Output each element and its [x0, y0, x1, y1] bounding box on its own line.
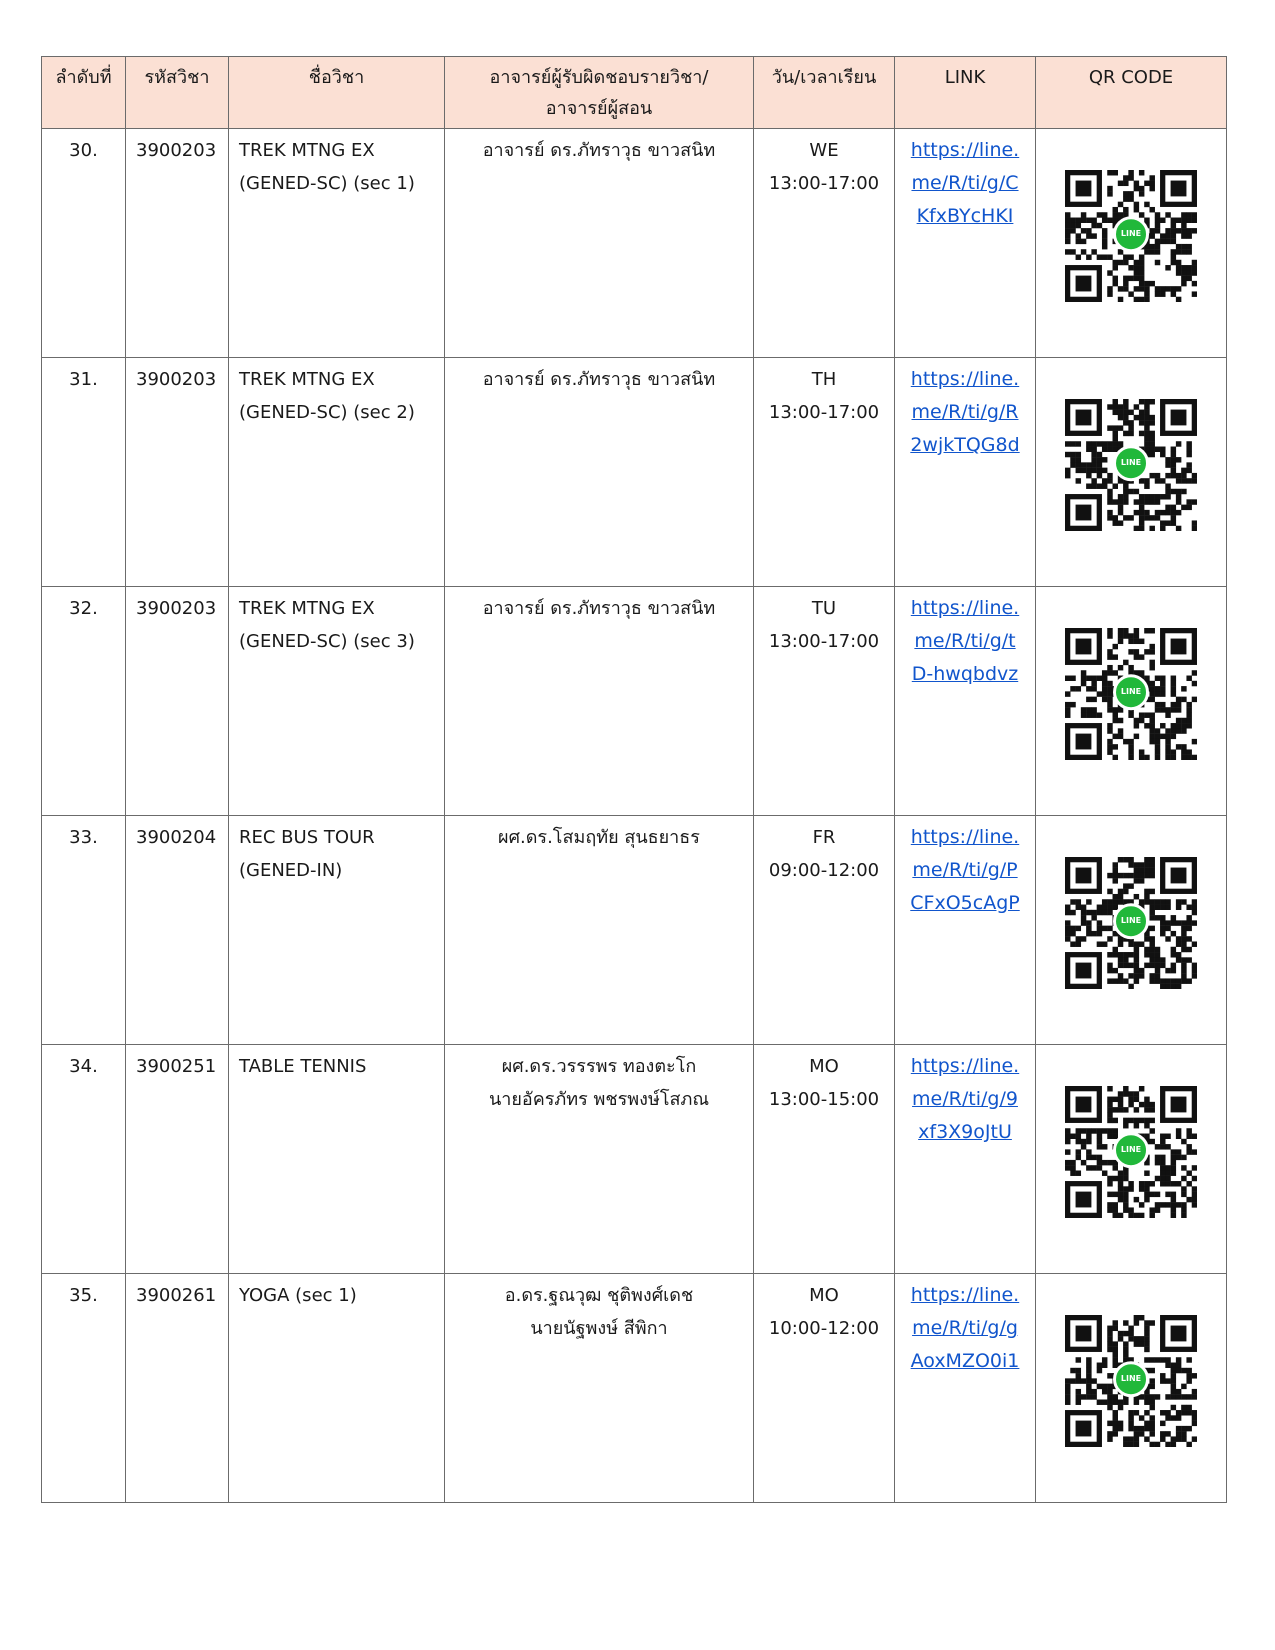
schedule-day: MO	[809, 1056, 839, 1077]
course-name	[229, 129, 445, 358]
course-name-line1: YOGA (sec 1)	[239, 1285, 357, 1306]
link-text-line1: https://line.	[910, 368, 1020, 390]
table-row	[42, 816, 1227, 1045]
qr-code	[1065, 170, 1197, 302]
row-number: 34.	[42, 1045, 126, 1274]
course-name-line1: TREK MTNG EX	[239, 140, 375, 161]
lecturer-line1: ผศ.ดร.โสมฤทัย สุนธยาธร	[498, 827, 700, 848]
course-schedule-table	[41, 56, 1227, 1503]
qr-cell	[1036, 129, 1227, 358]
table-row	[42, 1045, 1227, 1274]
header-name: ชื่อวิชา	[229, 57, 445, 129]
course-code: 3900203	[126, 587, 229, 816]
link-text-line2: me/R/ti/g/9	[912, 1088, 1018, 1110]
lecturer-line1: อาจารย์ ดร.ภัทราวุธ ขาวสนิท	[482, 140, 716, 161]
course-name-line2: (GENED-SC) (sec 2)	[239, 402, 415, 423]
table-header-row	[42, 57, 1227, 129]
line-group-link[interactable]	[905, 1050, 1025, 1149]
schedule-time: 13:00-17:00	[768, 402, 880, 423]
schedule	[754, 816, 895, 1045]
course-name-line2: (GENED-SC) (sec 3)	[239, 631, 415, 652]
line-logo-icon: LINE	[1113, 1361, 1149, 1397]
line-group-link[interactable]	[905, 363, 1025, 462]
lecturer	[445, 129, 754, 358]
line-logo-icon: LINE	[1113, 1132, 1149, 1168]
link-text-line2: me/R/ti/g/C	[911, 172, 1019, 194]
schedule	[754, 129, 895, 358]
header-lecturer-line1: อาจารย์ผู้รับผิดชอบรายวิชา/	[489, 67, 709, 88]
table-row	[42, 129, 1227, 358]
link-text-line2: me/R/ti/g/R	[911, 401, 1019, 423]
schedule	[754, 1045, 895, 1274]
qr-cell	[1036, 587, 1227, 816]
header-code: รหัสวิชา	[126, 57, 229, 129]
link-text-line3: AoxMZO0i1	[910, 1350, 1020, 1372]
link-text-line3: KfxBYcHKI	[916, 205, 1014, 227]
course-name-line1: REC BUS TOUR	[239, 827, 375, 848]
link-cell	[895, 1045, 1036, 1274]
lecturer-line1: อ.ดร.ฐณวุฒ ชุติพงศ์เดช	[504, 1285, 694, 1306]
lecturer-line2: นายอัครภัทร พชรพงษ์โสภณ	[488, 1089, 710, 1110]
course-name	[229, 587, 445, 816]
link-text-line3: xf3X9oJtU	[918, 1121, 1012, 1143]
link-text-line1: https://line.	[910, 826, 1020, 848]
row-number: 31.	[42, 358, 126, 587]
qr-code	[1065, 1315, 1197, 1447]
header-link: LINK	[895, 57, 1036, 129]
course-name	[229, 816, 445, 1045]
qr-cell	[1036, 816, 1227, 1045]
course-code: 3900204	[126, 816, 229, 1045]
link-cell	[895, 816, 1036, 1045]
lecturer-line1: อาจารย์ ดร.ภัทราวุธ ขาวสนิท	[482, 598, 716, 619]
qr-cell	[1036, 1274, 1227, 1503]
schedule-day: TH	[811, 369, 837, 390]
schedule-day: FR	[812, 827, 836, 848]
schedule-time: 13:00-15:00	[768, 1089, 880, 1110]
course-code: 3900203	[126, 358, 229, 587]
line-group-link[interactable]	[905, 1279, 1025, 1378]
lecturer	[445, 358, 754, 587]
course-name-line2: (GENED-SC) (sec 1)	[239, 173, 415, 194]
course-name	[229, 358, 445, 587]
link-text-line3: CFxO5cAgP	[910, 892, 1020, 914]
schedule	[754, 587, 895, 816]
qr-code	[1065, 399, 1197, 531]
lecturer	[445, 816, 754, 1045]
lecturer-line1: ผศ.ดร.วรรรพร ทองตะโก	[501, 1056, 697, 1077]
schedule	[754, 358, 895, 587]
qr-cell	[1036, 358, 1227, 587]
link-cell	[895, 587, 1036, 816]
line-group-link[interactable]	[905, 134, 1025, 233]
qr-code	[1065, 1086, 1197, 1218]
lecturer-line1: อาจารย์ ดร.ภัทราวุธ ขาวสนิท	[482, 369, 716, 390]
link-text-line1: https://line.	[910, 139, 1020, 161]
link-text-line3: D-hwqbdvz	[911, 663, 1019, 685]
course-code: 3900203	[126, 129, 229, 358]
course-name	[229, 1274, 445, 1503]
row-number: 33.	[42, 816, 126, 1045]
header-no: ลำดับที่	[42, 57, 126, 129]
table-row	[42, 587, 1227, 816]
link-cell	[895, 1274, 1036, 1503]
link-text-line2: me/R/ti/g/P	[912, 859, 1018, 881]
course-name-line1: TREK MTNG EX	[239, 369, 375, 390]
line-logo-icon: LINE	[1113, 445, 1149, 481]
course-code: 3900261	[126, 1274, 229, 1503]
line-logo-icon: LINE	[1113, 216, 1149, 252]
header-qr: QR CODE	[1036, 57, 1227, 129]
schedule-time: 13:00-17:00	[768, 173, 880, 194]
line-group-link[interactable]	[905, 592, 1025, 691]
schedule-day: TU	[811, 598, 837, 619]
link-cell	[895, 129, 1036, 358]
schedule-time: 10:00-12:00	[768, 1318, 880, 1339]
link-cell	[895, 358, 1036, 587]
header-lecturer-line2: อาจารย์ผู้สอน	[545, 98, 653, 119]
qr-code	[1065, 628, 1197, 760]
line-group-link[interactable]	[905, 821, 1025, 920]
row-number: 32.	[42, 587, 126, 816]
course-name	[229, 1045, 445, 1274]
schedule-day: WE	[809, 140, 839, 161]
schedule-time: 09:00-12:00	[768, 860, 880, 881]
line-logo-icon: LINE	[1113, 674, 1149, 710]
row-number: 35.	[42, 1274, 126, 1503]
link-text-line1: https://line.	[910, 1055, 1020, 1077]
schedule-time: 13:00-17:00	[768, 631, 880, 652]
header-time: วัน/เวลาเรียน	[754, 57, 895, 129]
line-logo-icon: LINE	[1113, 903, 1149, 939]
link-text-line1: https://line.	[910, 597, 1020, 619]
table-row	[42, 1274, 1227, 1503]
schedule-day: MO	[809, 1285, 839, 1306]
link-text-line2: me/R/ti/g/t	[914, 630, 1016, 652]
course-name-line1: TABLE TENNIS	[239, 1056, 367, 1077]
course-code: 3900251	[126, 1045, 229, 1274]
qr-cell	[1036, 1045, 1227, 1274]
course-name-line2: (GENED-IN)	[239, 860, 343, 881]
link-text-line1: https://line.	[910, 1284, 1020, 1306]
qr-code	[1065, 857, 1197, 989]
link-text-line3: 2wjkTQG8d	[910, 434, 1020, 456]
row-number: 30.	[42, 129, 126, 358]
header-lecturer	[445, 57, 754, 129]
link-text-line2: me/R/ti/g/g	[912, 1317, 1018, 1339]
lecturer	[445, 1045, 754, 1274]
lecturer	[445, 1274, 754, 1503]
lecturer	[445, 587, 754, 816]
table-row	[42, 358, 1227, 587]
schedule	[754, 1274, 895, 1503]
lecturer-line2: นายนัฐพงษ์ สีพิกา	[530, 1318, 668, 1339]
course-name-line1: TREK MTNG EX	[239, 598, 375, 619]
